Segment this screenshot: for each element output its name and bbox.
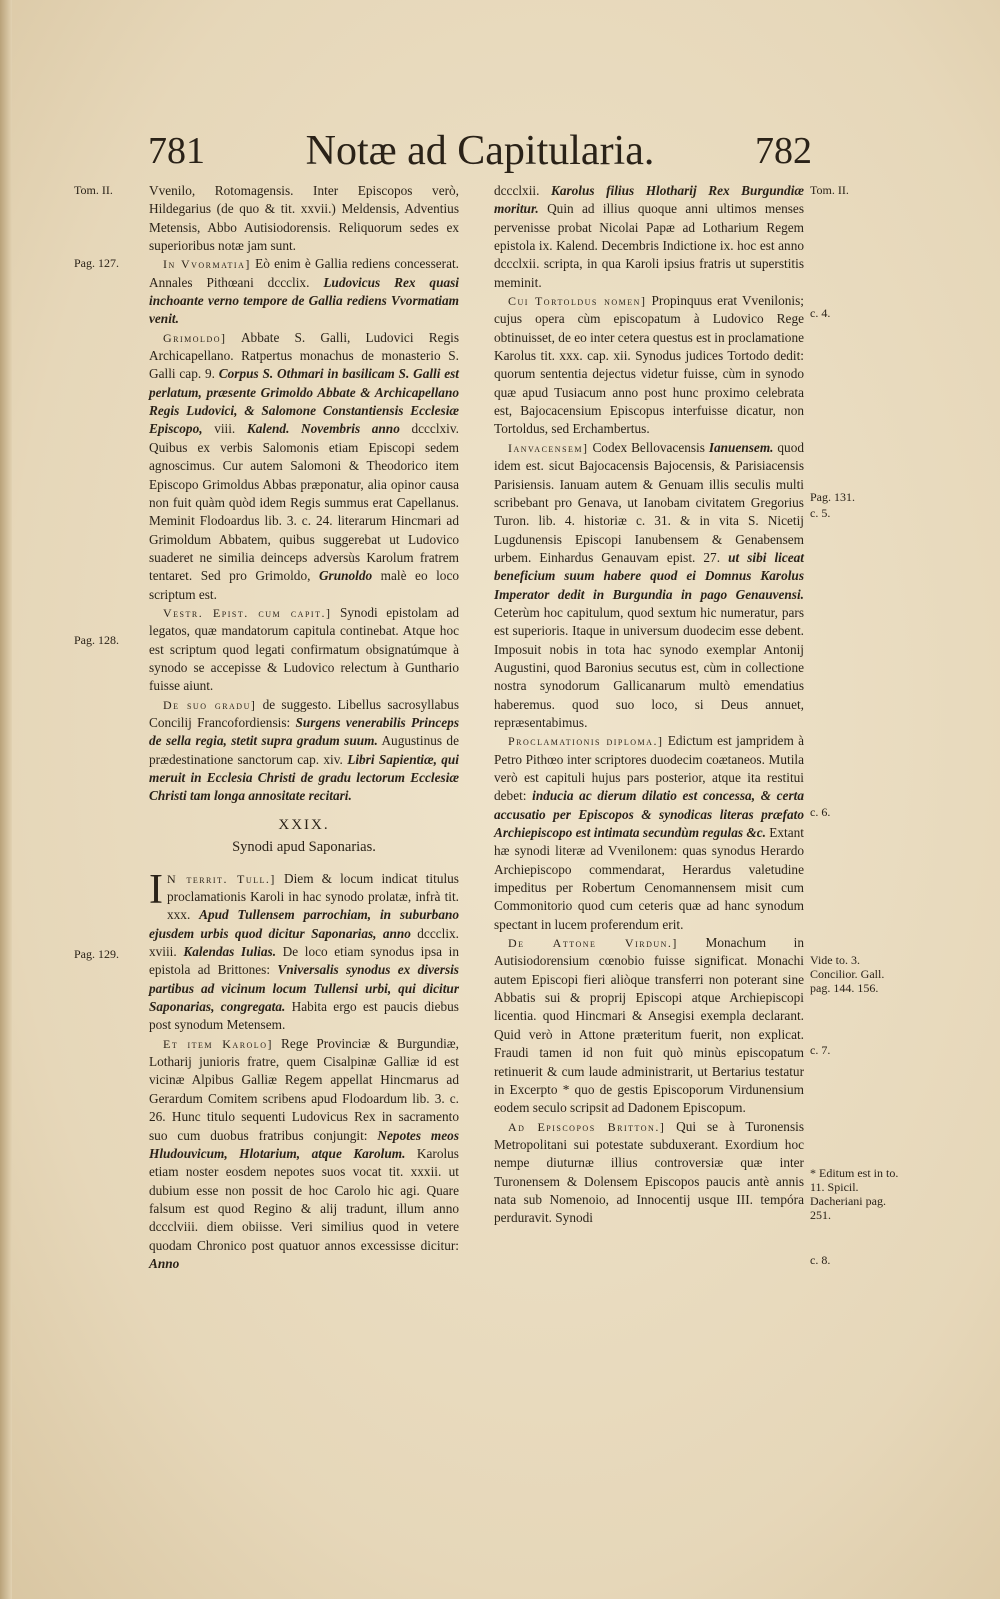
text: Karolus etiam noster eosdem nepotes suos vocat tit. xxxii. ut dubium esse non possit de hoc Carolo hic agi. Quare falsum est quod Regino & alij tradunt, illum anno dccclviii. diem obiisse. Veri similius quod in vetere quodam Chronico post quatuor annos excessisse dicitur: [149, 1145, 459, 1253]
quotation: Surgens venerabilis Princeps de sella regia, stetit supra gradum suum. [149, 714, 459, 749]
right-column [494, 182, 804, 1228]
margin-note-chapter: c. 4. [810, 306, 831, 320]
text: Habita ergo est paucis diebus post synodum Metensem. [149, 999, 459, 1033]
paragraph [494, 732, 804, 934]
margin-note-pag: Pag. 128. [74, 633, 119, 647]
text: viii. [202, 421, 247, 437]
margin-note-chapter: c. 7. [810, 1043, 831, 1057]
margin-note-pag: Pag. 127. [74, 256, 119, 270]
page-number-right: 782 [755, 130, 812, 172]
margin-note-chapter: c. 6. [810, 805, 831, 819]
paragraph [149, 604, 459, 696]
margin-note-footnote: * Editum est in to. 11. Spicil. Dacheriani pag. 251. [810, 1166, 899, 1222]
quotation: Anno [149, 1255, 180, 1271]
text: dccclxii. [494, 183, 551, 198]
section-title: Synodi apud Saponarias. [232, 838, 376, 855]
text: de suggesto. Libellus sacrosyllabus Concilij Francofordiensis: [149, 696, 459, 730]
text: Augustinus de prædestinatione sanctorum cap. xiv. [149, 733, 459, 767]
text: quod idem est. sicut Bajocacensis Bajocensis, & Parisiacensis Parisiensis. Ianuam autem & Genuam illis seculis multi scribebant pro Genava, ut Ianobam civitatem Gregorius Turon. lib. 4. historiæ c. 31. & in vita S. Nicetij Lugdunensis Episcopi Ianubensem & Genabensem urbem. Einhardus Genauvam epist. 27. [494, 439, 805, 565]
lemma: Cui Tortoldus nomen] [508, 294, 647, 309]
lemma: Grimoldo] [163, 330, 227, 345]
text: Ceterùm hoc capitulum, quod sextum hic numeratur, pars est superioris. Itaque in universum duodecim esse debent. Imposuit nobis in tota hac synodo exemplar Antonij Augustini, quod Baronius secutus est, cùm in collectione nostra synodorum Gallicanarum multò emendatius haberemus. quod suo loco, si Deus annuet, repræsentabimus. [494, 604, 804, 730]
quotation: Vniversalis synodus ex diversis partibus ad vicinum locum Tullensi urbi, qui dicitur Saponarias, congregata. [149, 962, 459, 1015]
text: Edictum est jampridem à Petro Pithœo inter scriptores duodecim coætaneos. Mutila verò est capituli hujus pars posterior, atque ita restitui debet: [494, 733, 804, 804]
running-header [148, 126, 812, 180]
text: dccclix. xviii. [149, 925, 459, 960]
text: Qui se à Turonensis Metropolitani sui potestate subduxerant. Exordium hoc nempe diuturnæ illius controversiæ quæ inter Turonensem & Dolensem Episcopos paucis antè annis nata sub Nomenoio, ad Innocentij usque III. tempóra perduravit. Synodi [494, 1118, 804, 1226]
lemma: In Vvormatia] [163, 257, 251, 272]
text: Rege Provinciæ & Burgundiæ, Lotharij junioris fratre, quem Cisalpinæ Galliæ id est vicinæ Alpibus Galliæ Regem appellat Hincmarus ad Gerardum Comitem scribens apud Flodoardum lib. 3. c. 26. Hunc titulo sequenti Ludovicus Rex in sacramento suo cum duobus fratribus conjungit: [149, 1035, 460, 1143]
quotation: Ianuensem. [708, 439, 774, 455]
lemma: De suo gradu] [163, 697, 257, 712]
quotation: Grunoldo [318, 568, 373, 584]
paragraph [149, 255, 459, 328]
text: Codex Bellovacensis [588, 439, 709, 455]
quotation: Kalendas Iulias. [183, 944, 277, 960]
quotation: Nepotes meos Hludouvicum, Hlotarium, atque Karolum. [149, 1127, 459, 1161]
drop-cap: I [149, 866, 163, 913]
margin-note-reference: Vide to. 3. Concilior. Gall. pag. 144. 156. [810, 953, 885, 995]
text: Diem & locum indicat titulus proclamationis Karoli in hac synodo prolatæ, infrà tit. xxx. [167, 870, 459, 923]
text: Quin ad illius quoque anni ultimos menses pervenisse probat Nicolai Papæ ad Lotharium Regem epistola ix. Kalend. Decembris Indictione ix. hoc est anno dccclxii. scripta, in qua Karoli ipsius fratris ut superstitis meminit. [494, 201, 804, 290]
margin-note-chapter: c. 5. [810, 506, 831, 520]
paragraph [494, 439, 804, 733]
text: Synodi epistolam ad legatos, quæ mandatorum capitula continebat. Atque hoc est scriptum quod legati confirmatum obsignatúmque à synodo se accepisse & Ludovico relectum à Gunthario fuisse aiunt. [149, 604, 459, 694]
left-column [149, 182, 459, 1273]
lemma: N territ. Tull.] [167, 871, 276, 886]
quotation: Libri Sapientiæ, qui meruit in Ecclesia Christi de gradu lectorum Ecclesiæ Christi tam longa annositate recitari. [149, 751, 459, 804]
text: malè eo loco scriptum est. [149, 568, 459, 602]
paragraph [494, 1118, 804, 1228]
page-number-left: 781 [148, 130, 205, 172]
margin-note-chapter: c. 8. [810, 1253, 831, 1267]
lemma: Vestr. Epist. cum capit.] [163, 605, 332, 620]
paragraph [149, 329, 459, 604]
paragraph [494, 934, 804, 1117]
paragraph [149, 1035, 459, 1273]
lemma: De Attone Virdun.] [508, 936, 678, 951]
lemma: Proclamationis diploma.] [508, 734, 664, 749]
quotation: Karolus filius Hlotharij Rex Burgundiæ moritur. [494, 183, 805, 217]
text: De loco etiam synodus ipsa in epistola ad Brittones: [149, 944, 459, 978]
quotation: Ludovicus Rex quasi inchoante verno tempore de Gallia rediens Vvormatiam venit. [149, 274, 459, 327]
quotation: Apud Tullensem parrochiam, in suburbano ejusdem urbis quod dicitur Saponarias, anno [149, 907, 460, 941]
text: Eò enim è Gallia rediens concesserat. Annales Pithœani dccclix. [149, 256, 459, 290]
text: Vvenilo, Rotomagensis. Inter Episcopos verò, Hildegarius (de quo & tit. xxvii.) Meldensis, Adventius Metensis, Abbo Autisiodorensis. Reliquorum sedes ex superioribus notæ jam sunt. [149, 183, 459, 254]
paragraph [149, 866, 460, 1035]
quotation: Kalend. Novembris anno [246, 421, 400, 437]
book-spine-shadow [0, 0, 12, 1599]
margin-note-pag: Pag. 129. [74, 947, 119, 961]
margin-note-tom: Tom. II. [810, 183, 849, 197]
lemma: Ad Episcopos Britton.] [508, 1119, 666, 1134]
section-number: XXIX. [278, 816, 330, 833]
margin-note-pag: Pag. 131. [810, 490, 855, 504]
text: Monachum in Autisiodorensium cœnobio fuisse significat. Monachi autem Episcopi fieri aliòque transferri non poterant sine Abbatis sui & proprij Episcopi atque Archiepiscopi licentia. quod Hincmari & Ansegisi exempla declarant. Quid verò in Attone præteritum fuerit, non explicat. Fraudi tamen id non fuit quò minùs episcopatum retinuerit & cum laude administrarit, ut Bertarius testatur in Excerpto * quo de gestis Episcoporum Virdunensium eodem seculo scripsit ad Dadonem Episcopum. [494, 935, 804, 1116]
text: Abbate S. Galli, Ludovici Regis Archicapellano. Ratpertus monachus de monasterio S. Galli cap. 9. [149, 329, 459, 382]
lemma: Et item Karolo] [163, 1036, 273, 1051]
paragraph [494, 182, 804, 292]
running-title: Notæ ad Capitularia. [305, 128, 655, 174]
quotation: ut sibi liceat beneficium suum habere quod ei Domnus Karolus Imperator dedit in Burgundia in pago Genauvensi. [494, 549, 804, 602]
text: dccclxiv. Quibus ex verbis Salomonis etiam Episcopi sedem agnoscimus. Cur autem Salomoni & Theodorico item Episcopo Grimoldus Abbas præponatur, alia opinor causa non fuit quàm quòd idem Regis summus erat Capellanus. Meminit Flodoardus lib. 3. c. 24. literarum Hincmari ad Grimoldum Abbatem, quibus suggerebat ut Ludovico suaderet ne similia deinceps adversùs Karolum fratrem tentaret. Sed pro Grimoldo, [149, 421, 459, 584]
paragraph [494, 292, 804, 439]
text: Extant hæ synodi literæ ad Vvenilonem: quas synodus Herardo Archiepiscopo commendarat, Herardus valetudine impeditus per Robertum Cenomannensem misit cum Commonitorio quod cum ceteris quæ ad hanc synodum spectant in lucem proferendum erit. [494, 825, 804, 932]
lemma: Ianvacensem] [508, 440, 589, 455]
paragraph [149, 696, 459, 806]
text: Propinquus erat Vvenilonis; cujus opera cùm episcopatum à Ludovico Rege obtinuisset, de eo inter cetera questus est in proclamatione Karolus tit. xxx. cap. xii. Synodus judices Tortodo dedit: quorum sententia dejectus videtur fuisse, cùm in synodo quæ apud Tusiacum anno post hunc proximo celebrata est, Bajocacensium Episcopus interfuisse dicatur, non Tortoldus, sed Erchambertus. [494, 293, 804, 437]
quotation: inducia ac dierum dilatio est concessa, & certa accusatio per Episcopos & synodicas literas præfato Archiepiscopo est intimata secundùm regulas &c. [494, 788, 804, 841]
paragraph [149, 182, 459, 255]
margin-note-tom: Tom. II. [74, 183, 113, 197]
quotation: Corpus S. Othmari in basilicam S. Galli est perlatum, præsente Grimoldo Abbate & Archicapellano Regis Ludovici, & Salomone Constantiensis Ecclesiæ Episcopo, [149, 366, 460, 437]
